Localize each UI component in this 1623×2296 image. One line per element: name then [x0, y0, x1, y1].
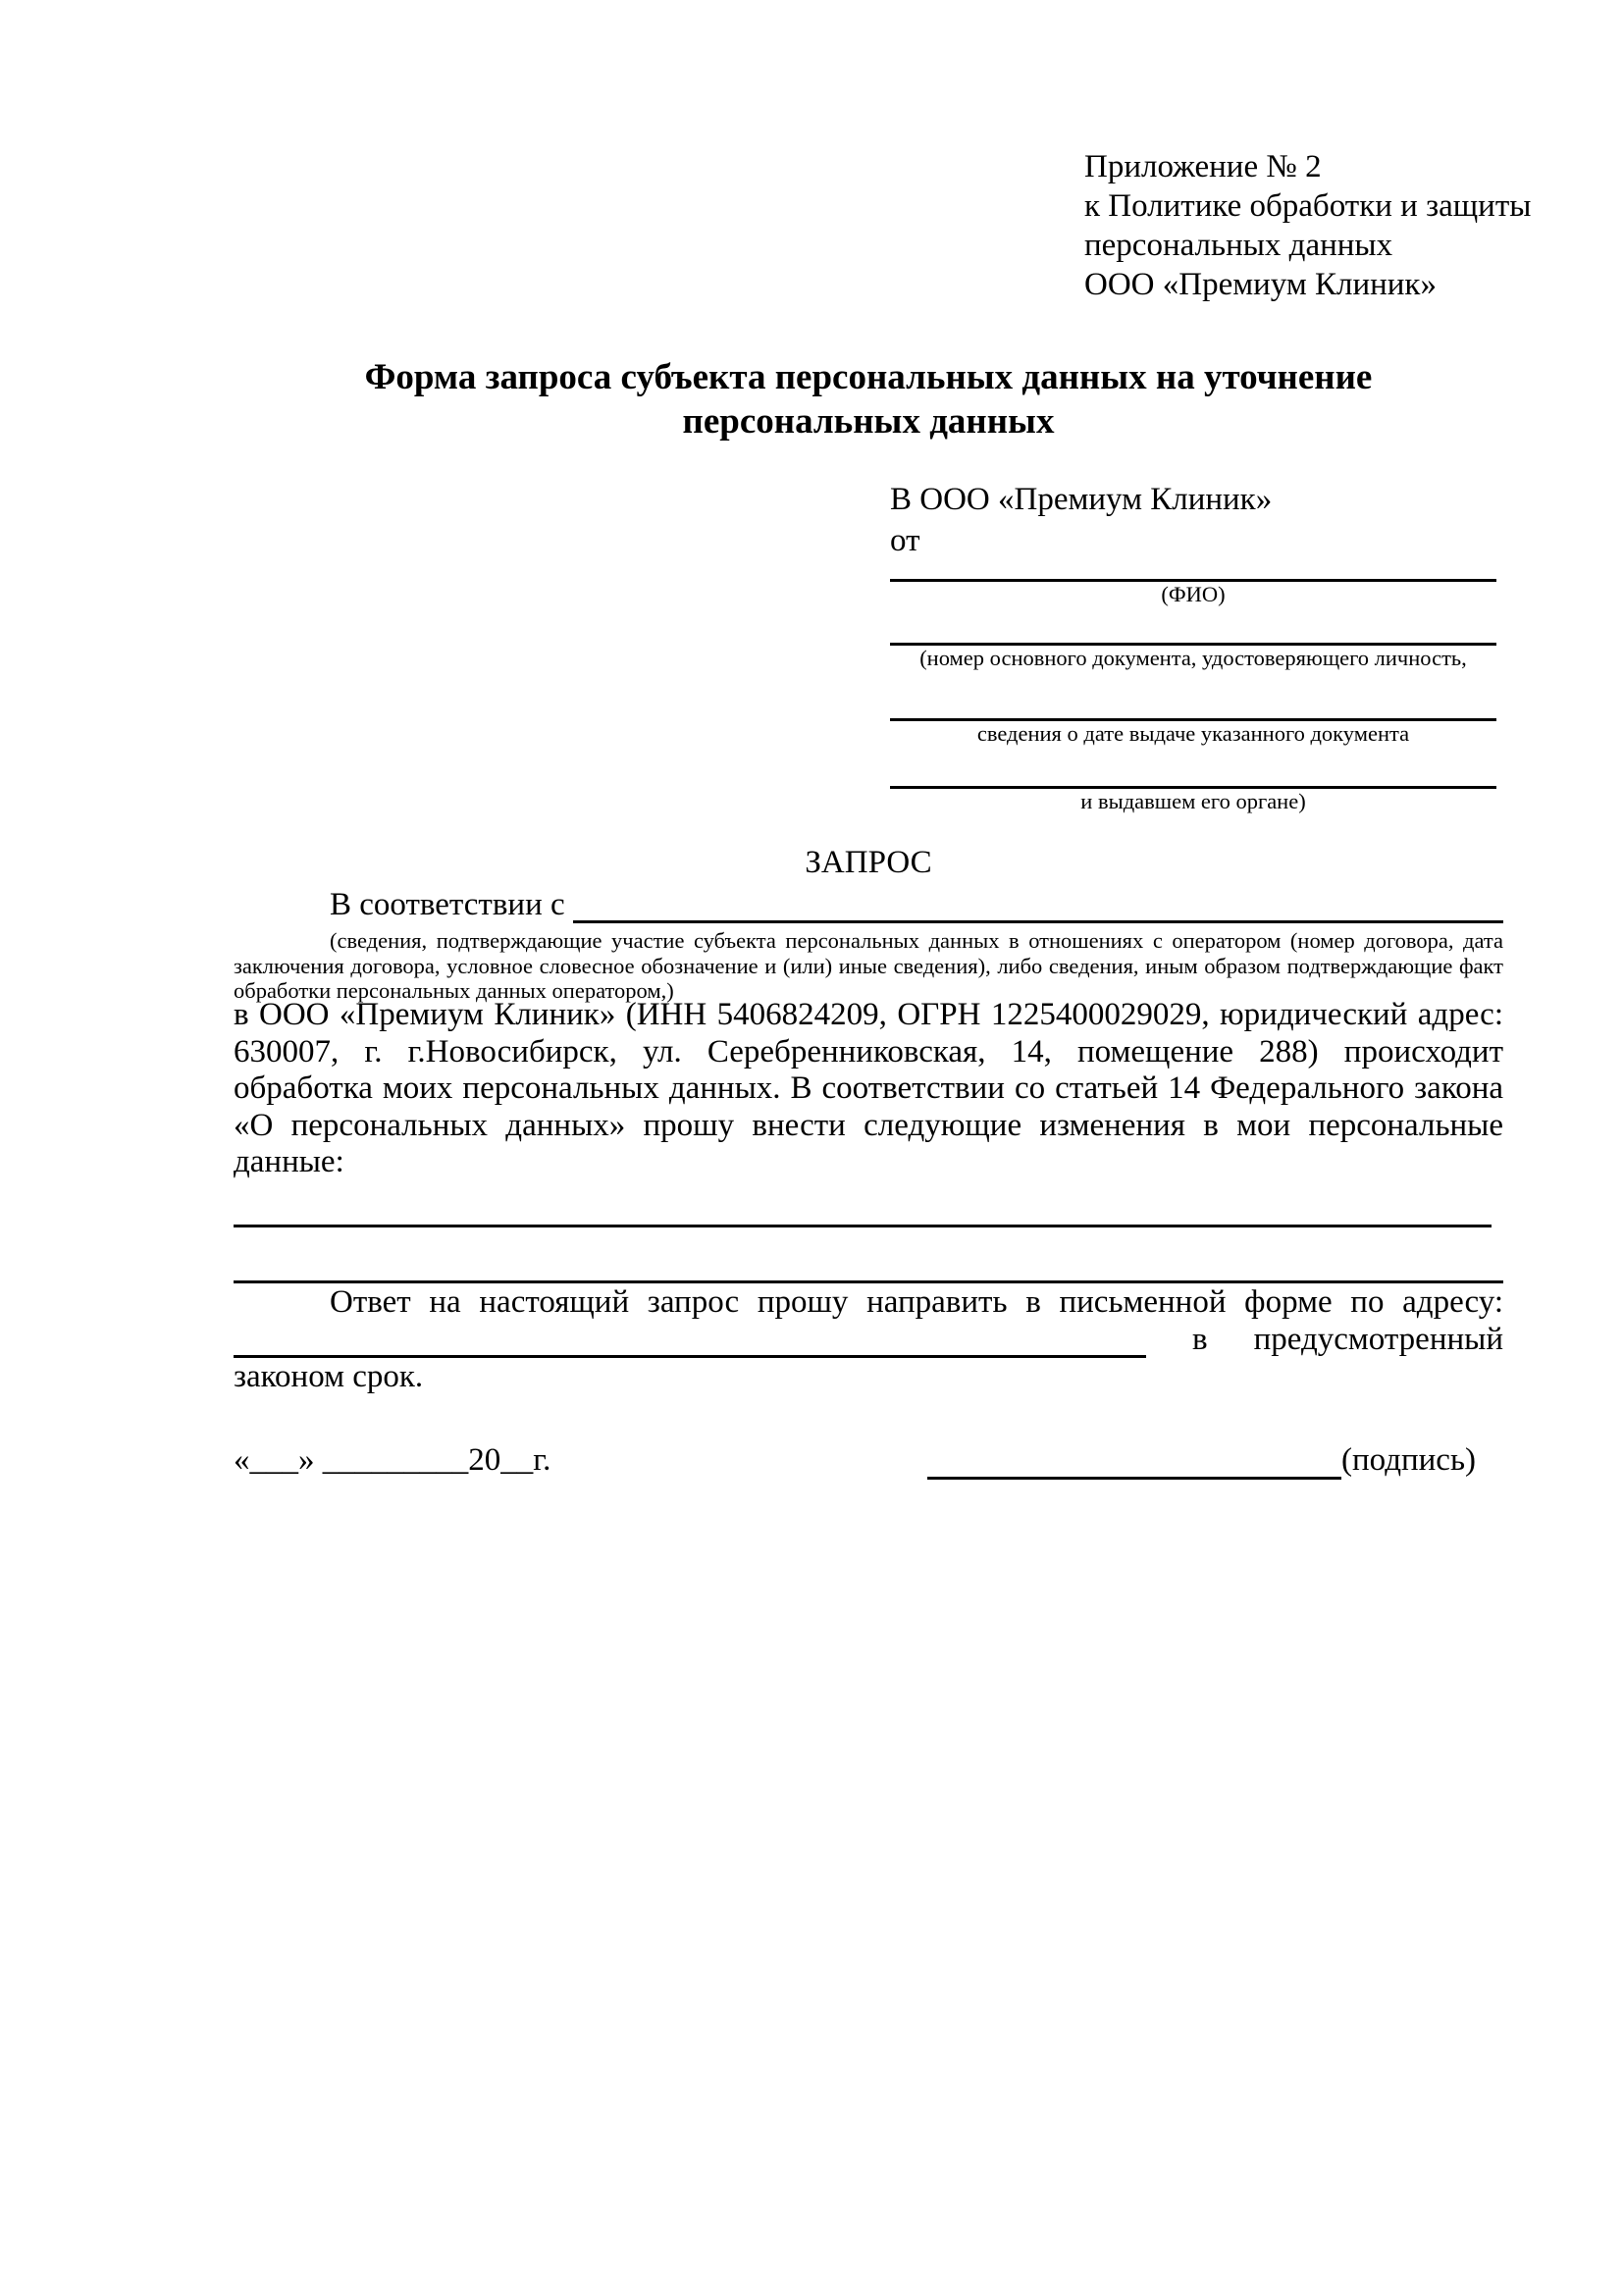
- fio-input-line[interactable]: [890, 561, 1496, 582]
- reply-line-2: [234, 1321, 1503, 1358]
- reply-address-input-line[interactable]: [234, 1322, 1146, 1358]
- reply-line-1: Ответ на настоящий запрос прошу направить в письменной форме по адресу:: [330, 1284, 1503, 1320]
- document-authority-field: [890, 747, 1496, 814]
- reply-word-1: в: [1192, 1322, 1208, 1357]
- signature-caption: (подпись): [1341, 1442, 1476, 1478]
- document-issue-date-field: [890, 671, 1496, 747]
- lead-input-line[interactable]: [573, 884, 1503, 923]
- body-line-1: в ООО «Премиум Клиник» (ИНН 5406824209, ОГРН 1225400029029, юридический адрес:: [234, 997, 1503, 1032]
- lead-caption-line-1: (сведения, подтверждающие участие субъекта персональных данных в отношениях с оператором (номер договора, дата: [330, 928, 1503, 953]
- appendix-line-2: к Политике обработки и защиты: [1084, 188, 1532, 224]
- lead-caption-line-2: заключения договора, условное словесное обозначение и (или) иные сведения), либо сведения, иным образом подтверждающие факт: [234, 953, 1503, 978]
- signature-input-line[interactable]: [927, 1443, 1341, 1480]
- title-line-1: Форма запроса субъекта персональных данных на уточнение: [364, 357, 1373, 397]
- document-number-field: [890, 607, 1496, 671]
- request-heading: ЗАПРОС: [805, 845, 932, 880]
- body-line-4: «О персональных данных» прошу внести следующие изменения в мои персональные: [234, 1107, 1503, 1143]
- signature-group: [927, 1440, 1476, 1480]
- appendix-line-1: Приложение № 2: [1084, 149, 1322, 184]
- body-line-2: 630007, г. г.Новосибирск, ул. Серебренниковская, 14, помещение 288) происходит: [234, 1033, 1503, 1070]
- document-number-caption: (номер основного документа, удостоверяющего личность,: [919, 646, 1467, 670]
- lead-row: [234, 884, 1503, 925]
- appendix-line-3: персональных данных: [1084, 228, 1393, 263]
- document-authority-input-line[interactable]: [890, 747, 1496, 789]
- lead-caption-line-3: обработки персональных данных оператором,): [234, 978, 674, 1003]
- addressee-block: [890, 479, 1496, 814]
- fio-field: [890, 561, 1496, 607]
- document-title: [234, 355, 1503, 444]
- body-line-3: обработка моих персональных данных. В соответствии со статьей 14 Федерального закона: [234, 1070, 1503, 1107]
- reply-word-2: предусмотренный: [1253, 1322, 1503, 1357]
- changes-input-line-1[interactable]: [234, 1203, 1492, 1227]
- addressee-from-label: от: [890, 523, 920, 558]
- appendix-header: [1084, 147, 1531, 304]
- body-line-5: данные:: [234, 1144, 344, 1180]
- document-number-input-line[interactable]: [890, 607, 1496, 646]
- footer-row: [234, 1440, 1503, 1480]
- document-authority-caption: и выдавшем его органе): [1080, 789, 1306, 813]
- reply-line-3: законом срок.: [234, 1359, 424, 1394]
- lead-caption: [234, 928, 1503, 1004]
- changes-input-line-2[interactable]: [234, 1259, 1503, 1283]
- title-line-2: персональных данных: [682, 401, 1055, 442]
- date-input-line[interactable]: «___» _________20__г.: [234, 1442, 551, 1478]
- document-issue-date-input-line[interactable]: [890, 671, 1496, 721]
- addressee-to: В ООО «Премиум Клиник»: [890, 482, 1273, 517]
- body-paragraph: [234, 997, 1503, 1181]
- fio-caption: (ФИО): [1161, 582, 1226, 606]
- lead-text: В соответствии с: [330, 887, 565, 922]
- appendix-line-4: ООО «Премиум Клиник»: [1084, 267, 1437, 302]
- document-issue-date-caption: сведения о дате выдаче указанного документа: [976, 721, 1410, 746]
